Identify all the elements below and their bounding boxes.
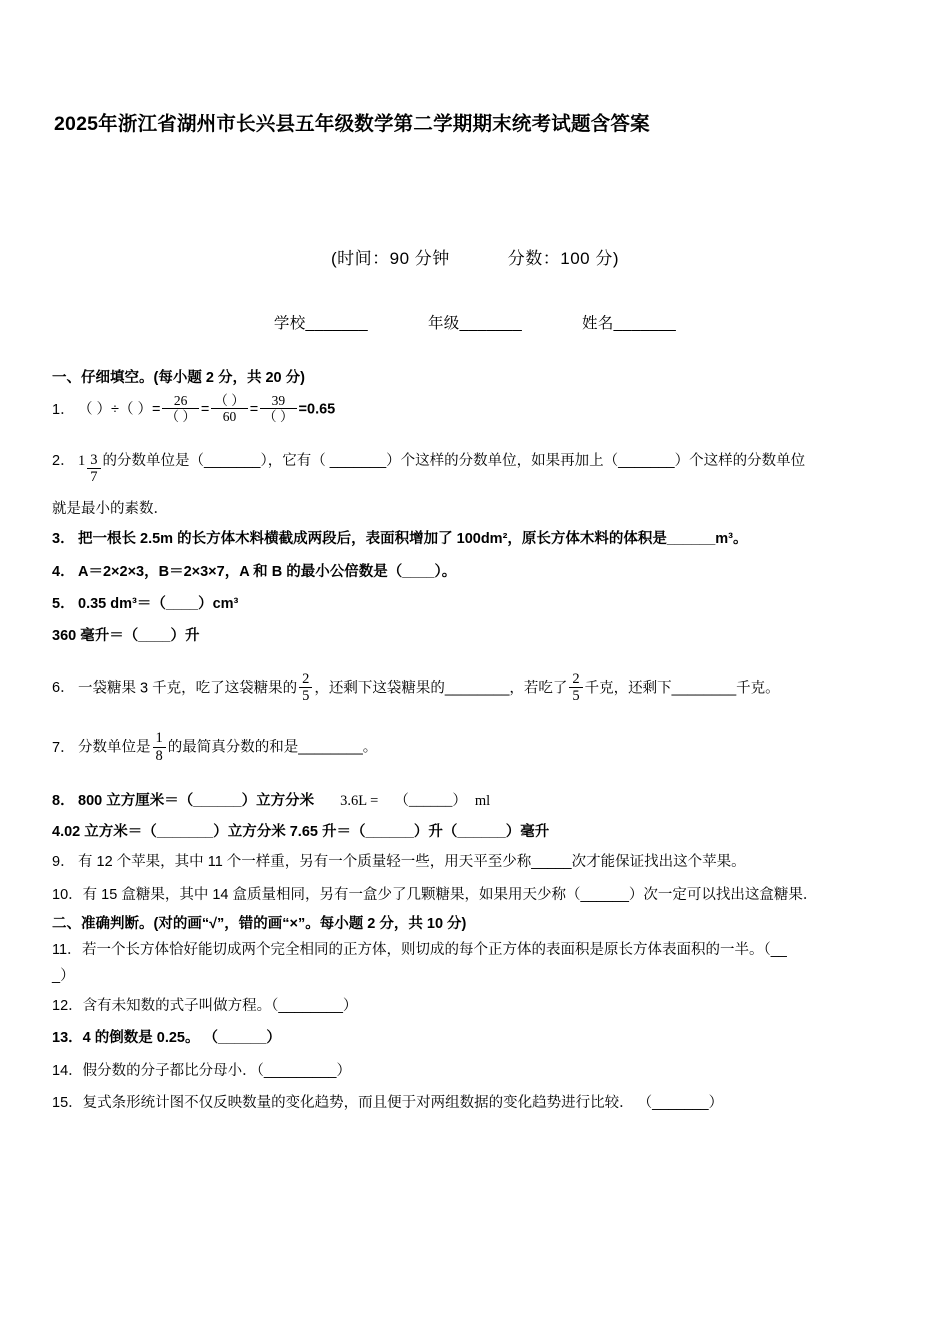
question-7-part-1: 分数单位是 — [78, 739, 151, 756]
question-9-number: 9． — [52, 854, 75, 871]
question-13-text: 4 的倒数是 0.25。 （______） — [82, 1030, 281, 1047]
question-1-fraction-1: $\frac{26}{( )}$ — [162, 393, 198, 424]
question-11-continuation: _） — [52, 967, 75, 984]
question-1-fraction-2: $\frac{( )}{60}$ — [211, 393, 247, 424]
question-15-number: 15． — [52, 1095, 83, 1112]
exam-meta — [52, 244, 898, 269]
question-3 — [52, 528, 898, 550]
question-6-part-2: ，还剩下这袋糖果的________，若吃了 — [314, 680, 568, 697]
question-10-number: 10． — [52, 886, 83, 903]
question-6-number: 6． — [52, 680, 75, 697]
question-3-number: 3． — [52, 531, 75, 548]
question-5 — [52, 593, 898, 615]
question-12-text: 含有未知数的式子叫做方程。（________） — [82, 997, 358, 1014]
field-school: 学校_______ — [273, 315, 368, 332]
question-1-fraction-3: $\frac{39}{( )}$ — [260, 393, 296, 424]
question-8-continuation: 4.02 立方米＝（_______）立方分米 7.65 升＝（______）升（______）毫升 — [52, 824, 550, 841]
question-8-part-1: 800 立方厘米＝（______）立方分米 — [78, 792, 315, 809]
question-6-part-3: 千克，还剩下________千克。 — [584, 680, 780, 697]
page-title: 2025年浙江省湖州市长兴县五年级数学第二学期期末统考试题含答案 — [54, 113, 650, 135]
question-4 — [52, 561, 898, 583]
section-heading-fill-blank: 一、仔细填空。(每小题 2 分，共 20 分) — [52, 370, 305, 386]
question-2-continuation: 就是最小的素数． — [52, 501, 168, 518]
question-6-part-1: 一袋糖果 3 千克，吃了这袋糖果的 — [78, 680, 298, 697]
question-2 — [52, 450, 898, 485]
question-10-text: 有 15 盒糖果，其中 14 盒质量相同，另有一盒少了几颗糖果，如果用天少称（______）次一定可以找出这盒糖果． — [82, 886, 818, 903]
question-14 — [52, 1060, 898, 1082]
question-1-number: 1． — [52, 401, 75, 418]
question-8 — [52, 790, 898, 812]
question-13 — [52, 1027, 898, 1049]
question-9 — [52, 851, 898, 873]
question-1-lead: （ ）÷（ ）= — [78, 401, 161, 418]
question-6-fraction-2: $\frac{2}{5}$ — [569, 671, 582, 704]
question-10 — [52, 884, 898, 906]
question-6 — [52, 671, 898, 704]
question-6-fraction-1: $\frac{2}{5}$ — [299, 671, 312, 704]
question-11-number: 11． — [52, 942, 82, 959]
question-2-number: 2． — [52, 453, 75, 470]
question-8-number: 8． — [52, 792, 75, 809]
question-2-mixed-number: 1 $\frac{3}{7}$ — [78, 450, 103, 485]
student-fields — [52, 311, 898, 333]
question-4-number: 4． — [52, 563, 75, 580]
question-4-text: A＝2×2×3，B＝2×3×7，A 和 B 的最小公倍数是（____）。 — [78, 563, 457, 580]
question-12-number: 12． — [52, 997, 83, 1014]
question-5-text: 0.35 dm³＝（____）cm³ — [78, 596, 239, 613]
question-2-fraction: $\frac{3}{7}$ — [87, 452, 100, 485]
question-15-text: 复式条形统计图不仅反映数量的变化趋势，而且便于对两组数据的变化趋势进行比较． （_______） — [82, 1095, 724, 1112]
question-7-number: 7． — [52, 739, 75, 756]
question-7 — [52, 730, 898, 763]
section-heading-judgement: 二、准确判断。(对的画“√”，错的画“×”。每小题 2 分，共 10 分) — [52, 916, 467, 933]
question-15 — [52, 1092, 898, 1114]
question-1-tail: =0.65 — [298, 401, 336, 418]
question-8-blank: （______） — [394, 792, 467, 809]
question-5-continuation: 360 毫升＝（____）升 — [52, 627, 200, 644]
question-11 — [52, 939, 898, 961]
question-14-number: 14． — [52, 1062, 83, 1079]
question-12 — [52, 995, 898, 1017]
exam-score: 分数：100 分) — [507, 249, 620, 268]
question-3-text: 把一根长 2.5m 的长方体木料横截成两段后，表面积增加了 100dm²，原长方体木料的体积是______m³。 — [78, 531, 748, 548]
question-7-fraction: $\frac{1}{8}$ — [153, 730, 166, 763]
question-2-text: 的分数单位是（_______），它有（ _______）个这样的分数单位，如果再加上（_______）个这样的分数单位 — [102, 453, 806, 470]
question-7-part-2: 的最简真分数的和是________。 — [167, 739, 378, 756]
question-9-text: 有 12 个苹果，其中 11 个一样重，另有一个质量轻一些，用天平至少称_____次才能保证找出这个苹果。 — [78, 854, 746, 871]
question-11-text: 若一个长方体恰好能切成两个完全相同的正方体，则切成的每个正方体的表面积是原长方体表面积的一半。（__ — [82, 942, 787, 959]
question-1 — [52, 393, 898, 424]
question-5-number: 5． — [52, 596, 75, 613]
question-8-unit: ml — [474, 792, 491, 809]
question-1-eq-2: = — [249, 401, 259, 418]
question-1-eq-1: = — [200, 401, 210, 418]
field-grade: 年级_______ — [427, 315, 523, 332]
question-13-number: 13． — [52, 1030, 83, 1047]
field-name: 姓名_______ — [582, 315, 677, 332]
question-8-expression: 3.6L = — [340, 792, 379, 809]
exam-time: (时间：90 分钟 — [330, 249, 450, 268]
question-14-text: 假分数的分子都比分母小．（_________） — [82, 1062, 351, 1079]
